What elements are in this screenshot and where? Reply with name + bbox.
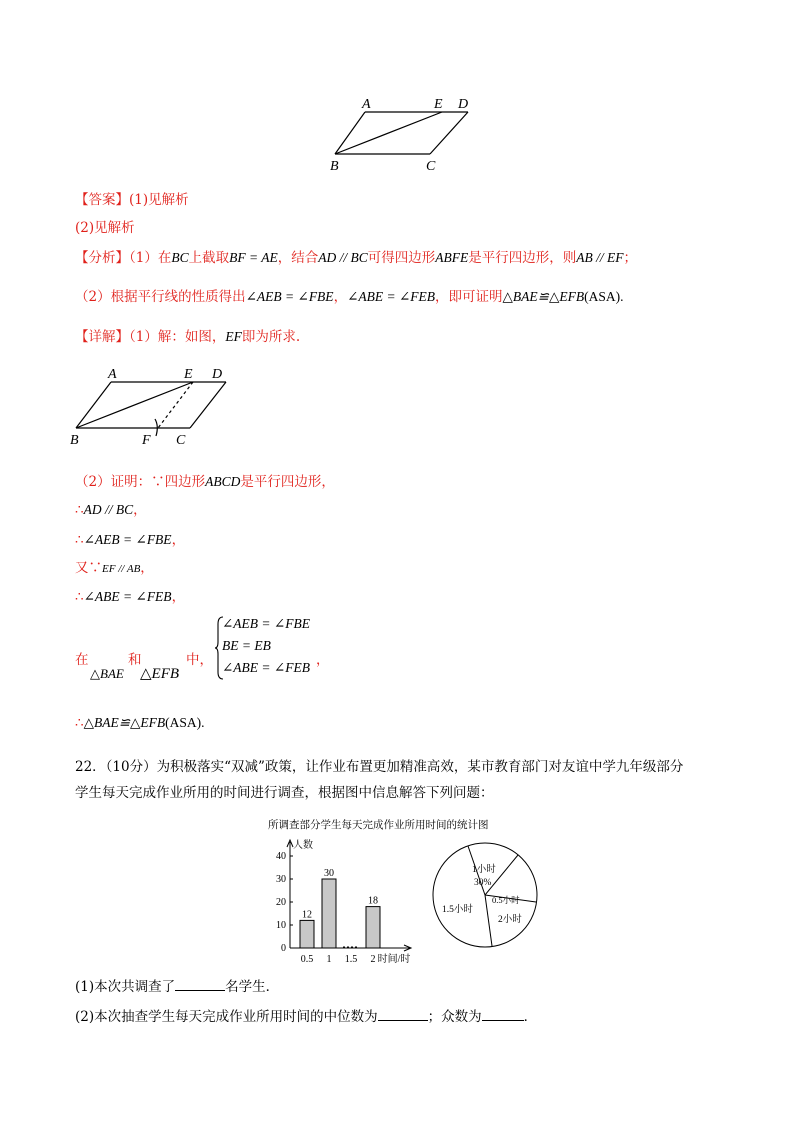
analysis-line-1 xyxy=(75,248,637,268)
text: 中， xyxy=(186,652,213,668)
text: （1）解：如图， xyxy=(129,329,226,345)
text: （2）根据平行线的性质得出 xyxy=(75,289,246,305)
triangle-bae xyxy=(90,666,124,682)
pie-label-15h: 1.5小时 xyxy=(442,905,473,915)
math: BC xyxy=(171,250,189,265)
text: ，即可证明 xyxy=(435,289,503,305)
text: 上截取 xyxy=(188,250,230,266)
chart-title: 所调查部分学生每天完成作业所用时间的统计图 xyxy=(268,819,489,831)
answer-part2: (2)见解析 xyxy=(75,220,135,236)
text: 是平行四边形，则 xyxy=(468,250,577,266)
answer-part1: (1)见解析 xyxy=(129,192,189,208)
segment-be xyxy=(335,112,442,154)
proof-line-4 xyxy=(75,558,154,579)
label-b: B xyxy=(330,159,339,174)
system-eq-1 xyxy=(222,616,310,632)
label-f: F xyxy=(142,433,151,448)
math: (ASA) xyxy=(584,289,621,304)
label-c: C xyxy=(426,159,436,174)
text: ， xyxy=(140,560,154,576)
text: ， xyxy=(171,589,186,605)
middle-text xyxy=(186,648,213,668)
text: . xyxy=(201,715,205,730)
proof-line-2 xyxy=(75,500,147,520)
label-c: C xyxy=(176,433,186,448)
bar-chart xyxy=(260,832,440,967)
y-tick-label: 10 xyxy=(276,920,286,931)
text: ， xyxy=(133,502,147,518)
figure-parallelogram-2 xyxy=(66,364,241,450)
text: 和 xyxy=(128,652,142,668)
math: ∠AEB = ∠FBE xyxy=(222,616,310,631)
bar-value-label: 18 xyxy=(368,895,378,907)
math: (ASA) xyxy=(165,715,202,730)
bar xyxy=(366,907,380,948)
label-b: B xyxy=(70,433,79,448)
bar-value-label: 30 xyxy=(324,868,334,879)
text: ； xyxy=(623,250,637,266)
x-tick-label: 1 xyxy=(326,954,332,965)
therefore-symbol: ∴ xyxy=(75,502,84,518)
math: △BAE≌△EFB xyxy=(83,715,166,730)
text: (2)本次抽查学生每天完成作业所用时间的中位数为 xyxy=(75,1009,378,1025)
proof-line-1 xyxy=(75,472,335,492)
bar xyxy=(300,920,314,948)
text: (1)本次共调查了 xyxy=(75,979,176,995)
y-axis-label: 人数 xyxy=(293,840,313,851)
because-symbol: 又∵ xyxy=(75,560,102,576)
figure-parallelogram-1 xyxy=(320,92,480,177)
math: △BAE≌△EFB xyxy=(502,289,585,304)
y-tick-label: 40 xyxy=(276,851,286,862)
therefore-symbol: ∴ xyxy=(75,532,84,548)
triangle-efb xyxy=(140,664,179,683)
math: ∠ABE = ∠FEB xyxy=(222,660,310,675)
proof-line-5 xyxy=(75,587,185,607)
x-axis-label: 时间/时 xyxy=(377,954,411,965)
math: AD // BC xyxy=(83,502,134,517)
answer-tag: 【答案】 xyxy=(75,192,129,208)
answer-blank[interactable] xyxy=(378,1006,428,1021)
text: . xyxy=(620,289,624,304)
x-tick-label: 1.5 xyxy=(344,954,358,965)
system-eq-2 xyxy=(222,638,271,654)
bar-value-label: 12 xyxy=(302,909,312,921)
pie-label-1h: 1小时 xyxy=(472,865,496,875)
segment-dc xyxy=(190,382,226,428)
math: △EFB xyxy=(140,666,180,682)
math: AD // BC xyxy=(318,250,368,265)
pie-label-2h: 2小时 xyxy=(498,915,522,925)
text: ，结合 xyxy=(277,250,319,266)
text: ． xyxy=(523,1009,538,1025)
analysis-line-2 xyxy=(75,287,623,307)
pie-label-05h: 0.5小时 xyxy=(492,895,520,905)
label-d: D xyxy=(212,367,223,382)
in-triangles-text xyxy=(75,648,89,668)
math: EF xyxy=(225,329,242,344)
label-e: E xyxy=(434,97,443,112)
detail-line-1 xyxy=(75,327,300,347)
text: 即为所求. xyxy=(241,329,301,345)
question-22-line-2: 学生每天完成作业所用的时间进行调查，根据图中信息解答下列问题： xyxy=(75,785,494,801)
math: AB // EF xyxy=(576,250,624,265)
pie-chart xyxy=(430,840,540,950)
subquestion-1 xyxy=(75,976,279,997)
analysis-tag: 【分析】 xyxy=(75,250,129,266)
y-tick-label: 20 xyxy=(276,897,286,908)
text: ， xyxy=(333,289,348,305)
label-a: A xyxy=(362,97,371,112)
x-tick-label: 2 xyxy=(370,954,376,965)
subquestion-2 xyxy=(75,1006,537,1027)
system-eq-3 xyxy=(222,660,310,676)
text: 名学生． xyxy=(225,979,280,995)
system-end xyxy=(316,648,330,668)
y-tick-label: 30 xyxy=(276,874,286,885)
pie-label-30: 30% xyxy=(474,878,492,888)
proof-conclusion xyxy=(75,713,205,733)
label-e: E xyxy=(184,367,193,382)
answer-blank[interactable] xyxy=(175,976,225,991)
text: 是平行四边形， xyxy=(240,474,335,490)
segment-dc xyxy=(430,112,468,154)
answer-line-1 xyxy=(75,190,189,210)
text: ， xyxy=(316,652,330,668)
y-tick-label: 0 xyxy=(281,943,286,954)
proof-line-3 xyxy=(75,530,185,550)
math: ∠AEB = ∠FBE xyxy=(83,532,172,547)
therefore-symbol: ∴ xyxy=(75,589,84,605)
answer-blank[interactable] xyxy=(482,1006,524,1021)
math: ∠ABE = ∠FEB xyxy=(347,289,436,304)
label-a: A xyxy=(108,367,117,382)
math: BE = EB xyxy=(222,638,271,653)
question-22-line-1: 22．（10分）为积极落实“双减”政策，让作业布置更加精准高效，某市教育部门对友谊中学九年级部分 xyxy=(75,759,684,775)
detail-tag: 【详解】 xyxy=(75,329,129,345)
text: （1）在 xyxy=(129,250,172,266)
label-d: D xyxy=(458,97,469,112)
bar xyxy=(322,879,336,948)
math: ∠ABE = ∠FEB xyxy=(83,589,172,604)
math: EF // AB xyxy=(102,563,141,575)
text: （2）证明：∵四边形 xyxy=(75,474,206,490)
math: ABFE xyxy=(435,250,469,265)
therefore-symbol: ∴ xyxy=(75,715,84,731)
text: ；众数为 xyxy=(427,1009,482,1025)
math: △BAE xyxy=(90,666,124,681)
question-22 xyxy=(75,754,730,806)
text: ， xyxy=(171,532,186,548)
math: ∠AEB = ∠FBE xyxy=(245,289,334,304)
text: 可得四边形 xyxy=(367,250,436,266)
math: BF = AE xyxy=(229,250,278,265)
math: ABCD xyxy=(205,474,241,489)
x-tick-label: 0.5 xyxy=(300,954,314,965)
text: 在 xyxy=(75,652,89,668)
answer-line-2 xyxy=(75,218,135,238)
